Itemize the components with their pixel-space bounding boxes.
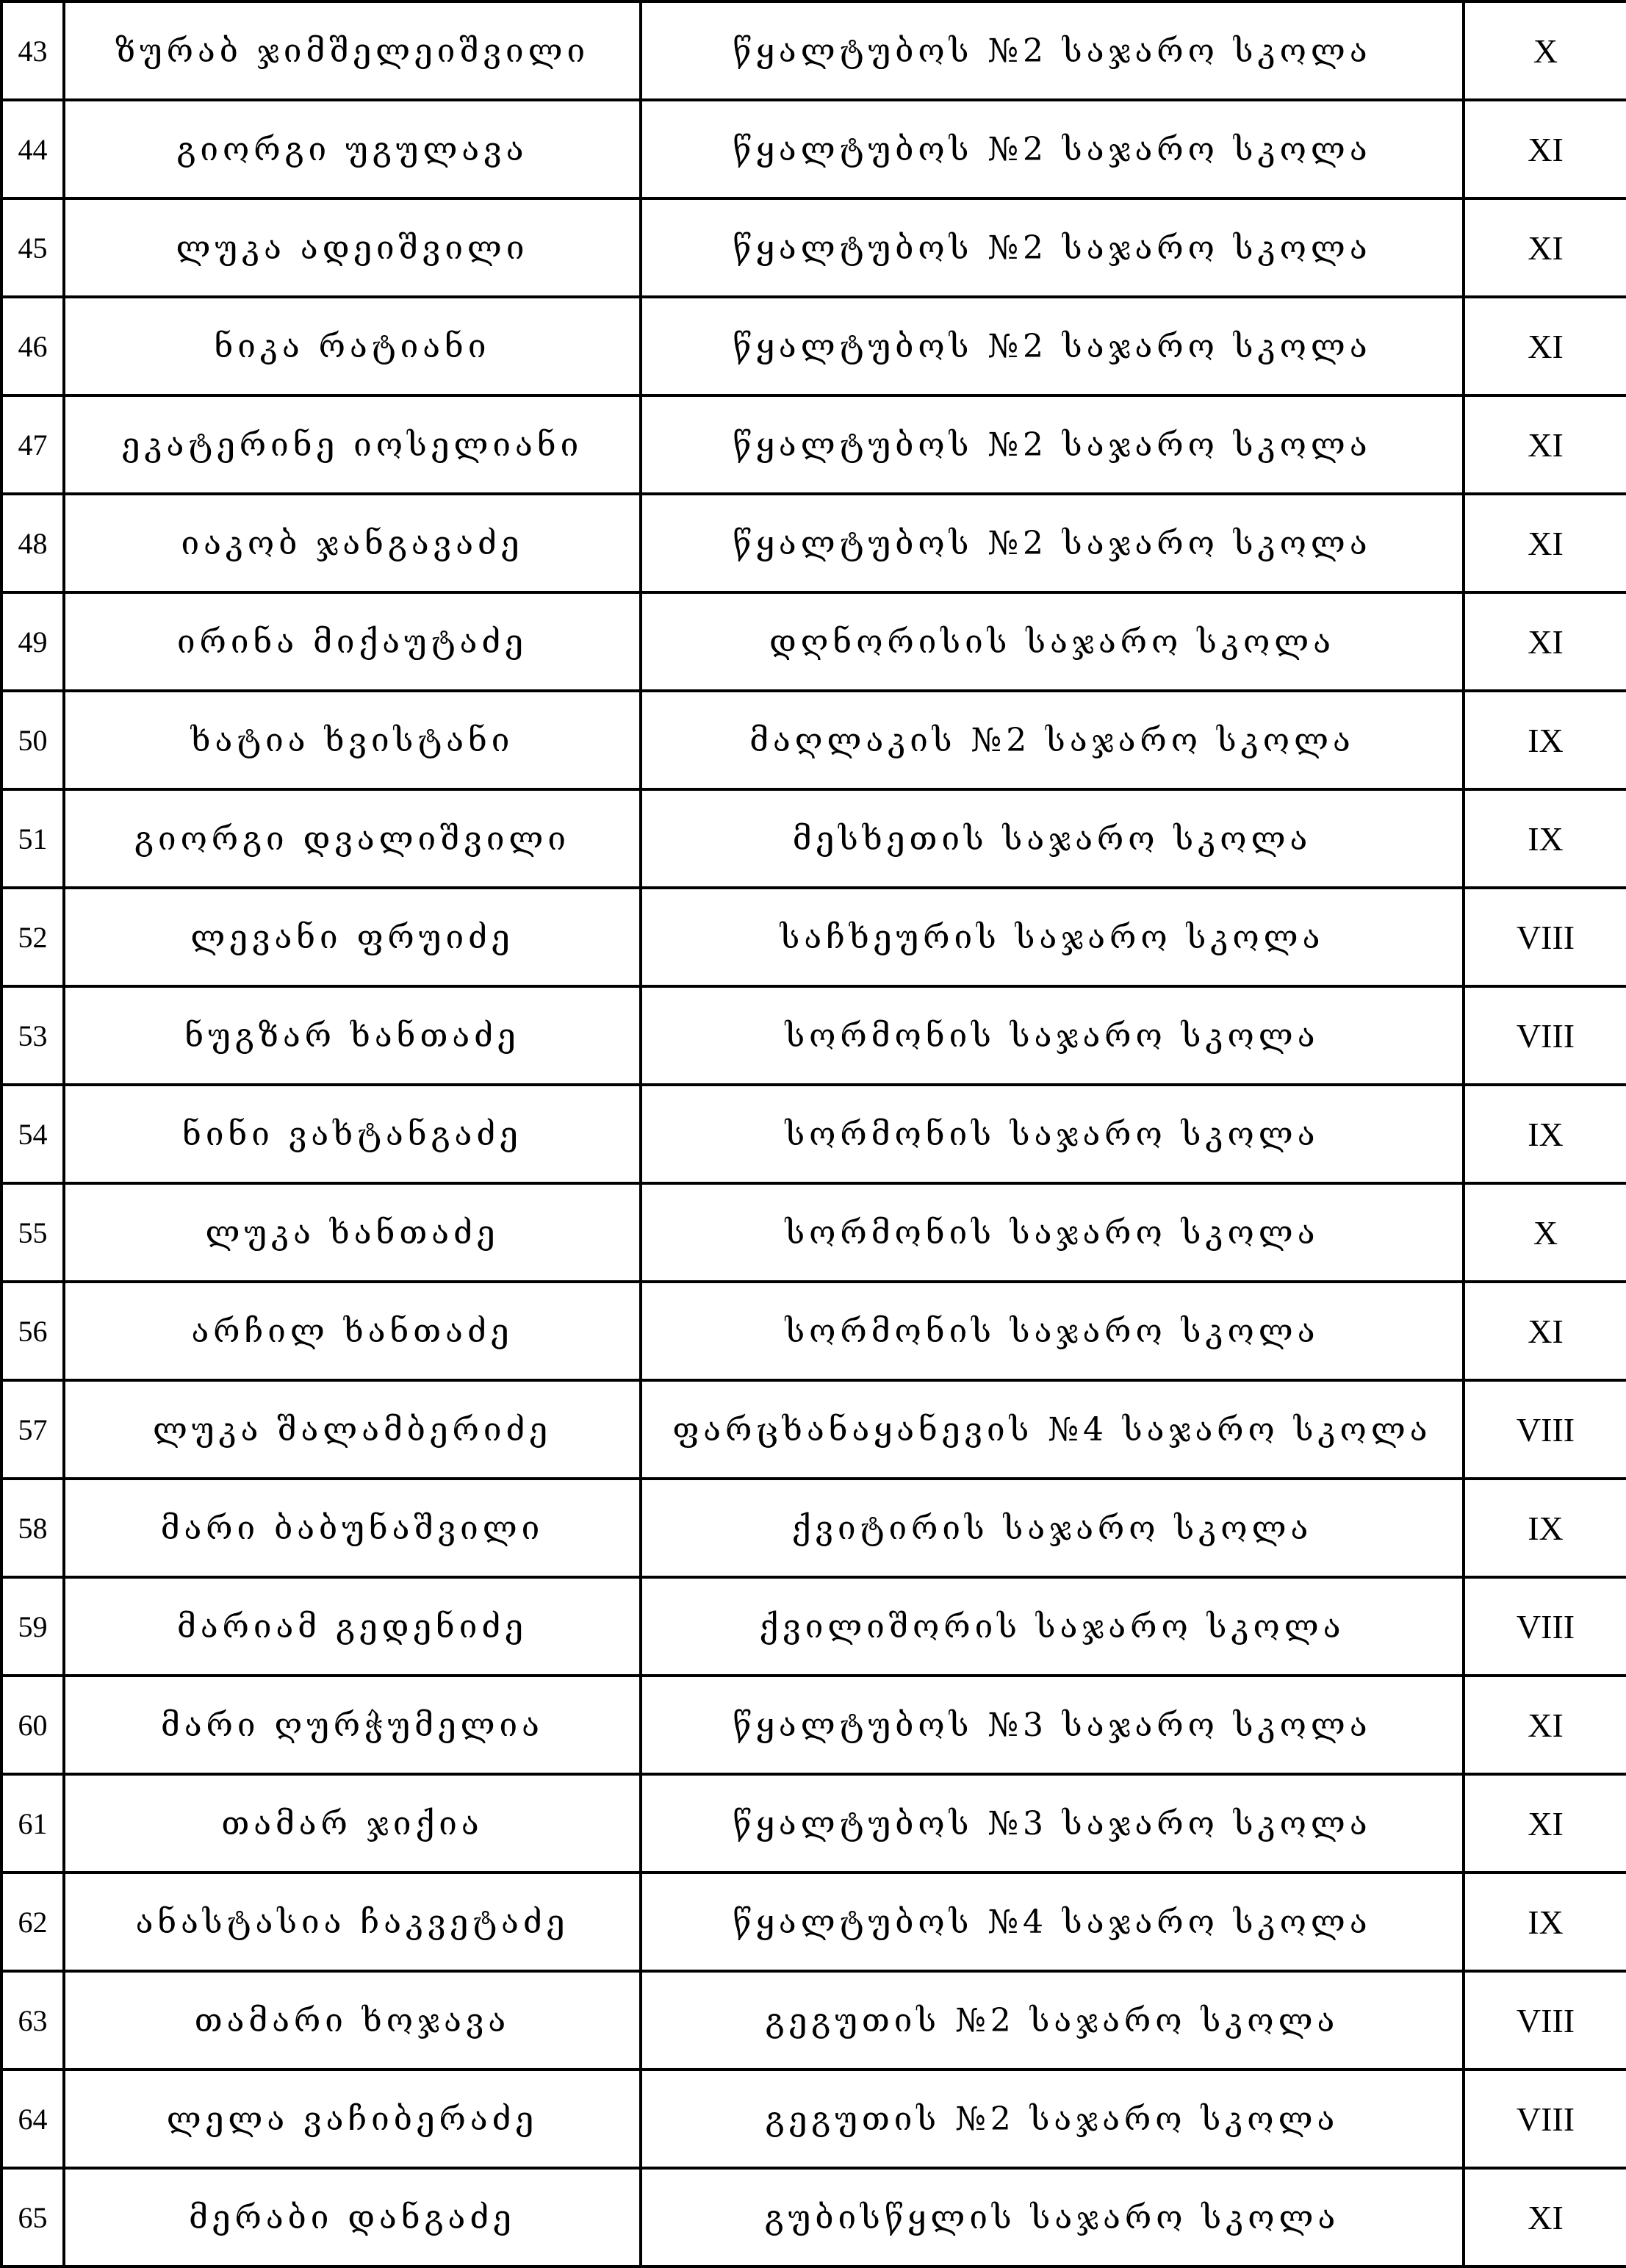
student-name: ნიკა რატიანი bbox=[64, 297, 641, 395]
school-name: გუბისწყლის საჯარო სკოლა bbox=[641, 2168, 1464, 2267]
student-name: ლევანი ფრუიძე bbox=[64, 888, 641, 986]
table-row bbox=[1, 2070, 1626, 2168]
row-number: 56 bbox=[1, 1282, 64, 1380]
student-name: იაკობ ჯანგავაძე bbox=[64, 494, 641, 592]
grade: X bbox=[1464, 1, 1626, 100]
participants-table-body bbox=[1, 1, 1626, 2267]
table-row bbox=[1, 198, 1626, 297]
row-number: 45 bbox=[1, 198, 64, 297]
student-name: ლუკა ხანთაძე bbox=[64, 1183, 641, 1282]
student-name: ლუკა ადეიშვილი bbox=[64, 198, 641, 297]
student-name: მერაბი დანგაძე bbox=[64, 2168, 641, 2267]
row-number: 43 bbox=[1, 1, 64, 100]
row-number: 53 bbox=[1, 986, 64, 1085]
row-number: 50 bbox=[1, 691, 64, 789]
table-row bbox=[1, 789, 1626, 888]
grade: XI bbox=[1464, 297, 1626, 395]
school-name: გეგუთის №2 საჯარო სკოლა bbox=[641, 2070, 1464, 2168]
school-name: დღნორისის საჯარო სკოლა bbox=[641, 592, 1464, 691]
row-number: 48 bbox=[1, 494, 64, 592]
table-row bbox=[1, 691, 1626, 789]
grade: IX bbox=[1464, 1479, 1626, 1577]
row-number: 64 bbox=[1, 2070, 64, 2168]
grade: XI bbox=[1464, 1774, 1626, 1873]
row-number: 44 bbox=[1, 100, 64, 198]
grade: XI bbox=[1464, 494, 1626, 592]
table-row bbox=[1, 100, 1626, 198]
school-name: სორმონის საჯარო სკოლა bbox=[641, 1183, 1464, 1282]
table-row bbox=[1, 1676, 1626, 1774]
grade: IX bbox=[1464, 691, 1626, 789]
table-row bbox=[1, 494, 1626, 592]
row-number: 62 bbox=[1, 1873, 64, 1971]
grade: XI bbox=[1464, 100, 1626, 198]
grade: XI bbox=[1464, 395, 1626, 494]
school-name: ქვიტირის საჯარო სკოლა bbox=[641, 1479, 1464, 1577]
row-number: 59 bbox=[1, 1577, 64, 1676]
table-row bbox=[1, 1183, 1626, 1282]
table-row bbox=[1, 395, 1626, 494]
student-name: ნინი ვახტანგაძე bbox=[64, 1085, 641, 1183]
grade: X bbox=[1464, 1183, 1626, 1282]
row-number: 47 bbox=[1, 395, 64, 494]
grade: XI bbox=[1464, 2168, 1626, 2267]
grade: VIII bbox=[1464, 986, 1626, 1085]
school-name: მესხეთის საჯარო სკოლა bbox=[641, 789, 1464, 888]
student-name: ნუგზარ ხანთაძე bbox=[64, 986, 641, 1085]
school-name: წყალტუბოს №2 საჯარო სკოლა bbox=[641, 100, 1464, 198]
student-name: ხატია ხვისტანი bbox=[64, 691, 641, 789]
student-name: თამარ ჯიქია bbox=[64, 1774, 641, 1873]
row-number: 52 bbox=[1, 888, 64, 986]
grade: XI bbox=[1464, 198, 1626, 297]
school-name: წყალტუბოს №2 საჯარო სკოლა bbox=[641, 297, 1464, 395]
school-name: სორმონის საჯარო სკოლა bbox=[641, 1085, 1464, 1183]
table-row bbox=[1, 1282, 1626, 1380]
grade: XI bbox=[1464, 592, 1626, 691]
student-name: ირინა მიქაუტაძე bbox=[64, 592, 641, 691]
student-name: თამარი ხოჯავა bbox=[64, 1971, 641, 2070]
student-name: მარიამ გედენიძე bbox=[64, 1577, 641, 1676]
school-name: მაღლაკის №2 საჯარო სკოლა bbox=[641, 691, 1464, 789]
grade: VIII bbox=[1464, 2070, 1626, 2168]
table-row bbox=[1, 1873, 1626, 1971]
student-name: ლელა ვაჩიბერაძე bbox=[64, 2070, 641, 2168]
grade: IX bbox=[1464, 1085, 1626, 1183]
student-name: გიორგი დვალიშვილი bbox=[64, 789, 641, 888]
school-name: წყალტუბოს №2 საჯარო სკოლა bbox=[641, 198, 1464, 297]
row-number: 58 bbox=[1, 1479, 64, 1577]
table-row bbox=[1, 986, 1626, 1085]
school-name: წყალტუბოს №4 საჯარო სკოლა bbox=[641, 1873, 1464, 1971]
school-name: წყალტუბოს №2 საჯარო სკოლა bbox=[641, 395, 1464, 494]
student-name: ლუკა შალამბერიძე bbox=[64, 1380, 641, 1479]
table-row bbox=[1, 1971, 1626, 2070]
school-name: ქვილიშორის საჯარო სკოლა bbox=[641, 1577, 1464, 1676]
table-row bbox=[1, 1085, 1626, 1183]
row-number: 63 bbox=[1, 1971, 64, 2070]
student-name: ზურაბ ჯიმშელეიშვილი bbox=[64, 1, 641, 100]
grade: VIII bbox=[1464, 1577, 1626, 1676]
student-name: მარი ღურჭუმელია bbox=[64, 1676, 641, 1774]
school-name: სორმონის საჯარო სკოლა bbox=[641, 1282, 1464, 1380]
grade: XI bbox=[1464, 1282, 1626, 1380]
row-number: 60 bbox=[1, 1676, 64, 1774]
row-number: 65 bbox=[1, 2168, 64, 2267]
row-number: 46 bbox=[1, 297, 64, 395]
school-name: საჩხეურის საჯარო სკოლა bbox=[641, 888, 1464, 986]
row-number: 55 bbox=[1, 1183, 64, 1282]
grade: IX bbox=[1464, 789, 1626, 888]
table-row bbox=[1, 1774, 1626, 1873]
school-name: ფარცხანაყანევის №4 საჯარო სკოლა bbox=[641, 1380, 1464, 1479]
student-name: არჩილ ხანთაძე bbox=[64, 1282, 641, 1380]
table-row bbox=[1, 1, 1626, 100]
table-row bbox=[1, 888, 1626, 986]
table-row bbox=[1, 1380, 1626, 1479]
table-row bbox=[1, 592, 1626, 691]
student-name: გიორგი უგულავა bbox=[64, 100, 641, 198]
row-number: 49 bbox=[1, 592, 64, 691]
school-name: წყალტუბოს №3 საჯარო სკოლა bbox=[641, 1774, 1464, 1873]
row-number: 51 bbox=[1, 789, 64, 888]
school-name: წყალტუბოს №2 საჯარო სკოლა bbox=[641, 1, 1464, 100]
row-number: 57 bbox=[1, 1380, 64, 1479]
student-name: ანასტასია ჩაკვეტაძე bbox=[64, 1873, 641, 1971]
grade: IX bbox=[1464, 1873, 1626, 1971]
student-name: ეკატერინე იოსელიანი bbox=[64, 395, 641, 494]
row-number: 61 bbox=[1, 1774, 64, 1873]
grade: XI bbox=[1464, 1676, 1626, 1774]
school-name: წყალტუბოს №3 საჯარო სკოლა bbox=[641, 1676, 1464, 1774]
table-row bbox=[1, 297, 1626, 395]
school-name: სორმონის საჯარო სკოლა bbox=[641, 986, 1464, 1085]
school-name: წყალტუბოს №2 საჯარო სკოლა bbox=[641, 494, 1464, 592]
grade: VIII bbox=[1464, 1971, 1626, 2070]
student-name: მარი ბაბუნაშვილი bbox=[64, 1479, 641, 1577]
table-row bbox=[1, 1479, 1626, 1577]
table-row bbox=[1, 2168, 1626, 2267]
row-number: 54 bbox=[1, 1085, 64, 1183]
school-name: გეგუთის №2 საჯარო სკოლა bbox=[641, 1971, 1464, 2070]
grade: VIII bbox=[1464, 1380, 1626, 1479]
grade: VIII bbox=[1464, 888, 1626, 986]
table-row bbox=[1, 1577, 1626, 1676]
